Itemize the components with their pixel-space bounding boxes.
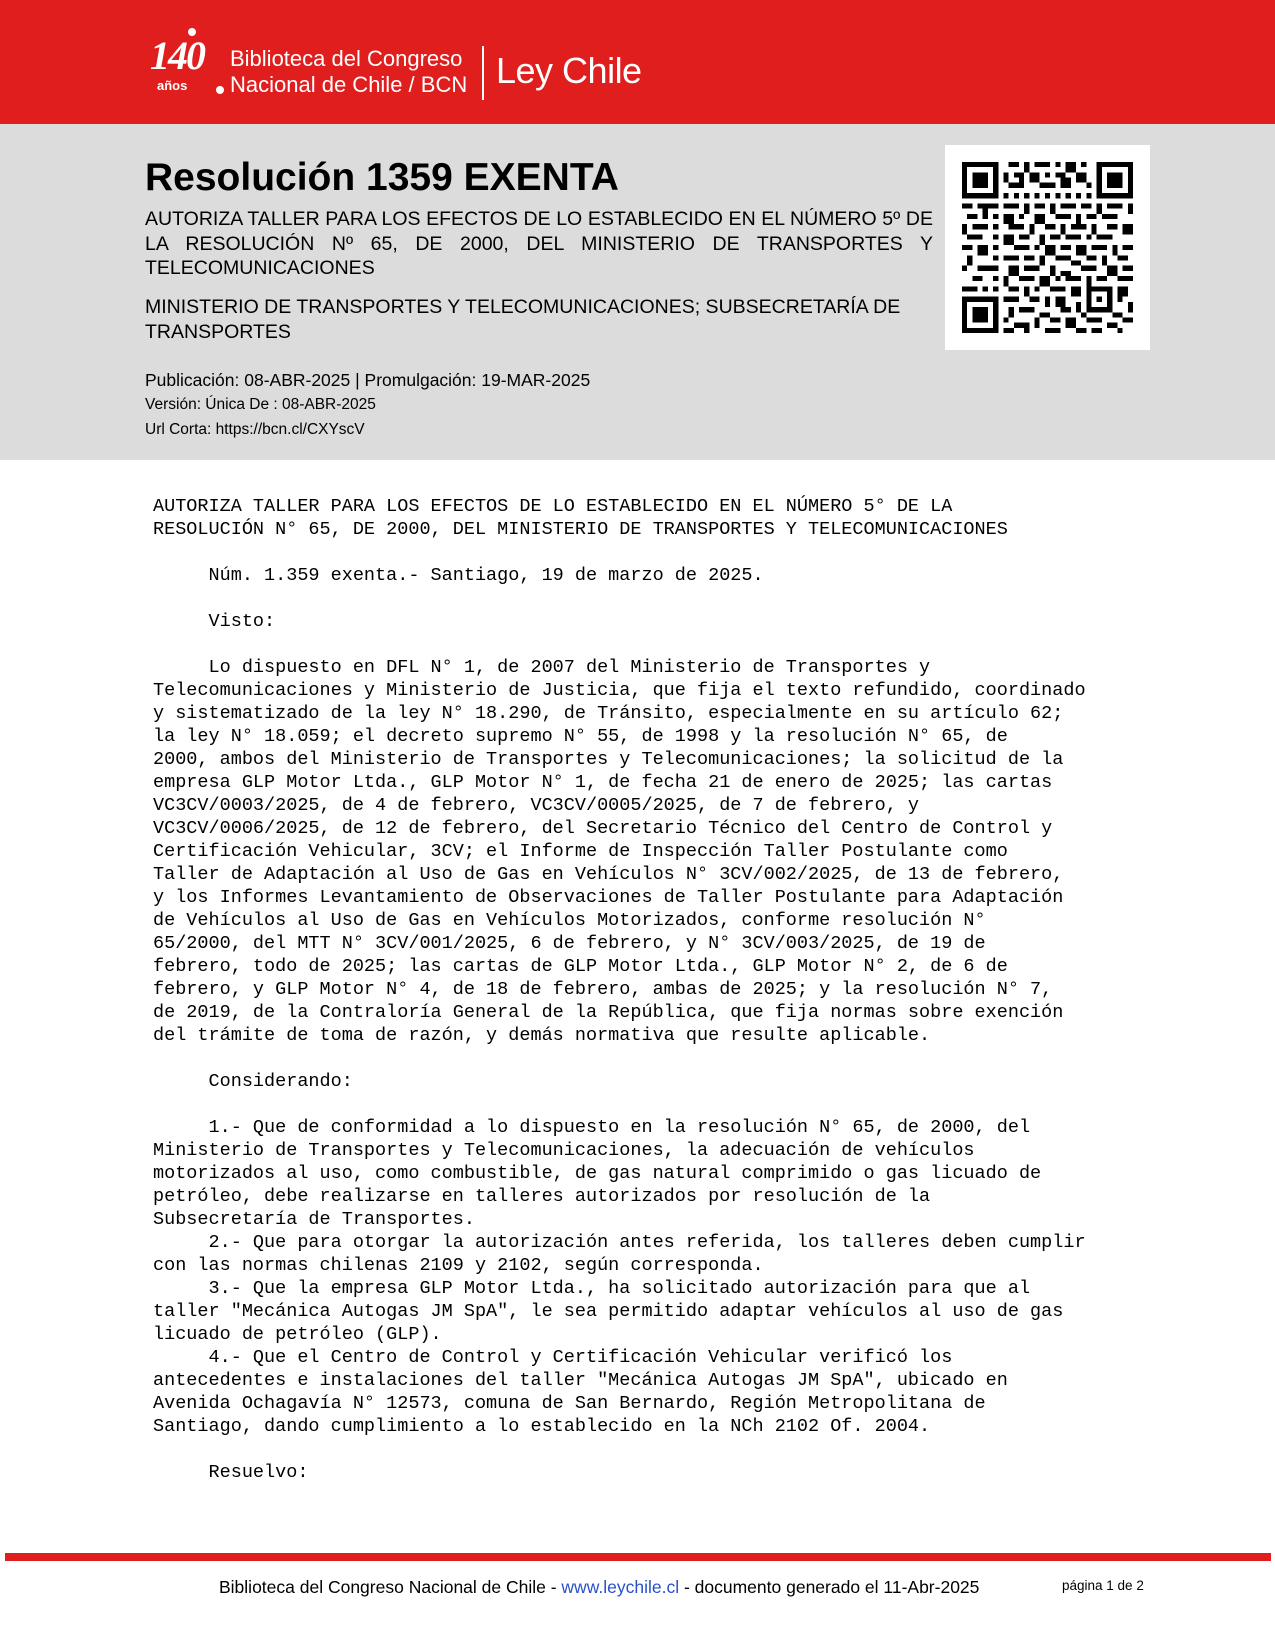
short-url[interactable]: Url Corta: https://bcn.cl/CXYscV	[145, 421, 365, 438]
logo-org-line2: Nacional de Chile / BCN	[230, 72, 468, 97]
footer-divider	[5, 1553, 1271, 1561]
publication-dates: Publicación: 08-ABR-2025 | Promulgación: 19-MAR-2025	[145, 370, 591, 390]
logo-organization	[230, 46, 467, 98]
page-number: página 1 de 2	[1062, 1578, 1144, 1593]
footer-prefix: Biblioteca del Congreso Nacional de Chile -	[219, 1577, 562, 1597]
version-info: Versión: Única De : 08-ABR-2025	[145, 396, 376, 413]
document-subtitle: AUTORIZA TALLER PARA LOS EFECTOS DE LO ESTABLECIDO EN EL NÚMERO 5º DE LA RESOLUCIÓN Nº 65, DE 2000, DEL MINISTERIO DE TRANSPORTES Y TELECOMUNICACIONES	[145, 208, 933, 279]
document-ministry: MINISTERIO DE TRANSPORTES Y TELECOMUNICACIONES; SUBSECRETARÍA DE TRANSPORTES	[145, 296, 901, 343]
logo-dot-icon	[216, 86, 224, 94]
footer-suffix: - documento generado el 11-Abr-2025	[679, 1577, 980, 1597]
logo-divider	[482, 46, 484, 100]
logo-anniversary-years: años	[157, 78, 188, 93]
footer-leychile-link[interactable]: www.leychile.cl	[561, 1577, 680, 1597]
logo-org-line1: Biblioteca del Congreso	[230, 46, 463, 71]
top-banner	[0, 0, 1275, 124]
footer-credit	[219, 1577, 979, 1598]
page-title: Resolución 1359 EXENTA	[145, 156, 619, 199]
qr-code-icon	[945, 145, 1150, 350]
logo-brand: Ley Chile	[496, 50, 642, 91]
document-body: AUTORIZA TALLER PARA LOS EFECTOS DE LO ESTABLECIDO EN EL NÚMERO 5° DE LA RESOLUCIÓN N° 65, DE 2000, DEL MINISTERIO DE TRANSPORTES Y TELECOMUNICACIONES Núm. 1.359 exenta.- Santiago, 19 de marzo de 2025. Visto: Lo dispuesto en DFL N° 1, de 2007 del Ministerio de Transportes y Telecomunicaciones y Ministerio de Justicia, que fija el texto refundido, coordinado y sistematizado de la ley N° 18.290, de Tránsito, especialmente en su artículo 62; la ley N° 18.059; el decreto supremo N° 55, de 1998 y la resolución N° 65, de 2000, ambos del Ministerio de Transportes y Telecomunicaciones; la solicitud de la empresa GLP Motor Ltda., GLP Motor N° 1, de fecha 21 de enero de 2025; las cartas VC3CV/0003/2025, de 4 de febrero, VC3CV/0005/2025, de 7 de febrero, y VC3CV/0006/2025, de 12 de febrero, del Secretario Técnico del Centro de Control y Certificación Vehicular, 3CV; el Informe de Inspección Taller Postulante como Taller de Adaptación al Uso de Gas en Vehículos N° 3CV/002/2025, de 13 de febrero, y los Informes Levantamiento de Observaciones de Taller Postulante para Adaptación de Vehículos al Uso de Gas en Vehículos Motorizados, conforme resolución N° 65/2000, del MTT N° 3CV/001/2025, 6 de febrero, y N° 3CV/003/2025, de 19 de febrero, todo de 2025; las cartas de GLP Motor Ltda., GLP Motor N° 2, de 6 de febrero, y GLP Motor N° 4, de 18 de febrero, ambas de 2025; y la resolución N° 7, de 2019, de la Contraloría General de la República, que fija normas sobre exención del trámite de toma de razón, y demás normativa que resulte aplicable. Considerando: 1.- Que de conformidad a lo dispuesto en la resolución N° 65, de 2000, del Ministerio de Transportes y Telecomunicaciones, la adecuación de vehículos motorizados al uso, como combustible, de gas natural comprimido o gas licuado de petróleo, debe realizarse en talleres autorizados por resolución de la Subsecretaría de Transportes. 2.- Que para otorgar la autorización antes referida, los talleres deben cumplir con las normas chilenas 2109 y 2102, según corresponda. 3.- Que la empresa GLP Motor Ltda., ha solicitado autorización para que al taller "Mecánica Autogas JM SpA", le sea permitido adaptar vehículos al uso de gas licuado de petróleo (GLP). 4.- Que el Centro de Control y Certificación Vehicular verificó los antecedentes e instalaciones del taller "Mecánica Autogas JM SpA", ubicado en Avenida Ochagavía N° 12573, comuna de San Bernardo, Región Metropolitana de Santiago, dando cumplimiento a lo establecido en la NCh 2102 Of. 2004. Resuelvo:	[153, 496, 1086, 1483]
logo-anniversary-number: 140	[150, 33, 204, 78]
